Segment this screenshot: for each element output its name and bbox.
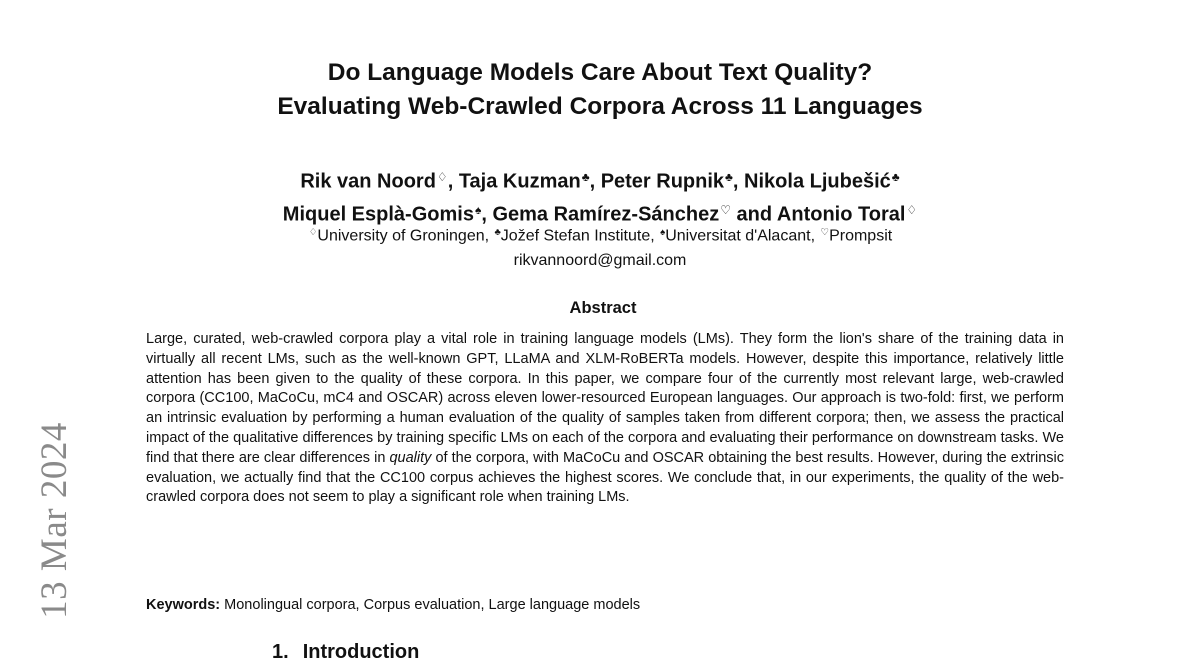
- affiliation-separator: ,: [484, 227, 494, 245]
- abstract-text-part-2: of the corpora, with MaCoCu and OSCAR obtaining the best results. However, during the extrinsic evaluation, we actually find that the CC100 corpus achieves the highest scores. We conclude that, in our experiments, the quality of the web-crawled corpora does not seem to play a significant role when training LMs.: [146, 449, 1064, 506]
- author-separator: ,: [447, 170, 459, 193]
- author-name: Peter Rupnik: [600, 170, 725, 193]
- affiliations-block: [150, 220, 1050, 273]
- keywords-label: Keywords:: [146, 597, 221, 613]
- author-name: Rik van Noord: [300, 170, 436, 193]
- author-name: Taja Kuzman: [458, 170, 581, 193]
- affiliation-mark: ♡: [820, 227, 830, 238]
- abstract-text: [146, 330, 1064, 508]
- keywords-line: [146, 595, 1060, 615]
- author-separator: and: [730, 203, 777, 226]
- affiliation-mark: ♣: [581, 170, 590, 184]
- author-list: [150, 163, 1050, 228]
- arxiv-date-text: 13 Mar 2024: [33, 421, 75, 619]
- keywords-text: Monolingual corpora, Corpus evaluation, Large language models: [220, 597, 641, 613]
- author-name: Nikola Ljubešić: [744, 170, 891, 193]
- affiliation-mark: ♠: [474, 202, 482, 217]
- affiliation-mark: ♣: [725, 170, 733, 184]
- title-line-1: Do Language Models Care About Text Quality?: [327, 59, 873, 86]
- affiliation-name: University of Groningen: [317, 227, 485, 245]
- affiliation-line: [150, 220, 1050, 248]
- affiliation-mark: ♣: [494, 227, 501, 238]
- affiliation-separator: ,: [810, 227, 820, 245]
- author-separator: ,: [589, 170, 601, 193]
- affiliation-separator: ,: [650, 227, 660, 245]
- arxiv-side-stamp: [32, 410, 76, 630]
- affiliation-mark: ♠: [660, 227, 666, 238]
- author-name: Antonio Toral: [776, 203, 906, 226]
- affiliation-mark: ♢: [436, 170, 448, 184]
- affiliation-mark: ♢: [906, 202, 918, 217]
- abstract-emphasis: quality: [389, 449, 432, 466]
- abstract-heading: Abstract: [569, 299, 637, 317]
- contact-email[interactable]: rikvannoord@gmail.com: [513, 252, 687, 270]
- section-heading-introduction: [272, 640, 419, 664]
- affiliation-mark: ♣: [891, 170, 900, 184]
- affiliation-mark: ♡: [720, 202, 731, 217]
- author-name: Gema Ramírez-Sánchez: [492, 203, 720, 226]
- author-separator: ,: [481, 203, 493, 226]
- author-separator: ,: [732, 170, 745, 193]
- affiliation-name: Jožef Stefan Institute: [500, 227, 651, 245]
- section-number: 1.: [272, 641, 289, 663]
- authors-line-1: [150, 163, 1050, 196]
- author-name: Miquel Esplà-Gomis: [282, 203, 474, 226]
- title-line-2: Evaluating Web-Crawled Corpora Across 11 Languages: [277, 93, 923, 120]
- section-title: Introduction: [302, 641, 420, 663]
- abstract-text-part-1: Large, curated, web-crawled corpora play a vital role in training language models (LMs). They form the lion's share of the training data in virtually all recent LMs, such as the well-known GPT, LLaMA and XLM-RoBERTa models. However, despite this importance, relatively little attention has been given to the quality of these corpora. In this paper, we compare four of the currently most relevant large, web-crawled corpora (CC100, MaCoCu, mC4 and OSCAR) across eleven lower-resourced European languages. Our approach is two-fold: first, we perform an intrinsic evaluation by performing a human evaluation of the quality of samples taken from different corpora; then, we assess the practical impact of the qualitative differences by training specific LMs on each of the corpora and evaluating their performance on downstream tasks. We find that there are clear differences in: [146, 331, 1064, 466]
- affiliation-name: Prompsit: [829, 227, 893, 245]
- paper-title: [150, 56, 1050, 124]
- affiliation-mark: ♢: [308, 227, 318, 238]
- affiliation-name: Universitat d'Alacant: [665, 227, 811, 245]
